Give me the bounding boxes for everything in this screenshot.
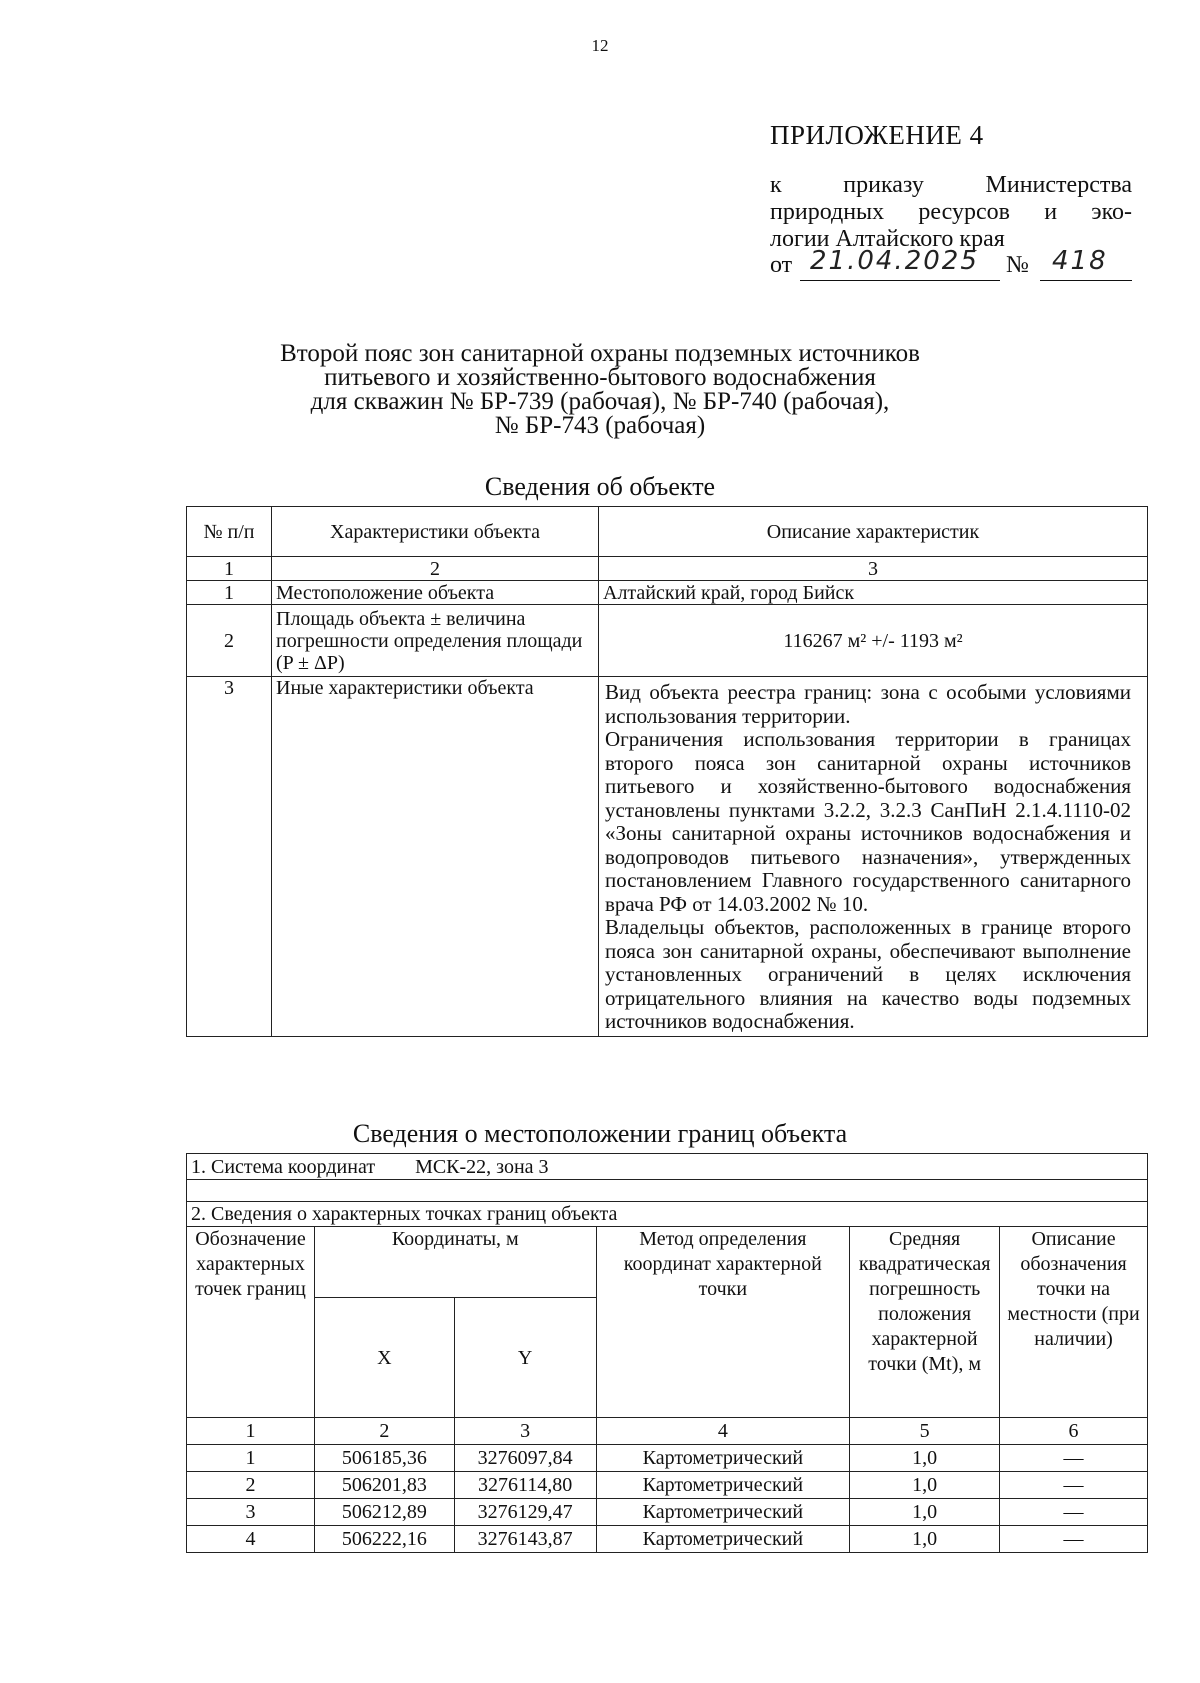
row-value: Алтайский край, город Бийск bbox=[599, 581, 1148, 605]
table-row bbox=[187, 677, 1148, 1037]
point-desc: — bbox=[1000, 1499, 1148, 1526]
header-designation: Обозначение характерных точек границ bbox=[187, 1227, 315, 1418]
table-row bbox=[187, 605, 1148, 677]
appendix-title: ПРИЛОЖЕНИЕ 4 bbox=[770, 120, 984, 150]
column-number: 3 bbox=[454, 1418, 596, 1445]
point-method: Картометрический bbox=[596, 1526, 850, 1553]
point-method: Картометрический bbox=[596, 1472, 850, 1499]
appendix-line: к приказу Министерства bbox=[770, 172, 1132, 198]
row-name: Площадь объекта ± величина погрешности определения площади (P ± ΔP) bbox=[272, 605, 599, 677]
point-method: Картометрический bbox=[596, 1445, 850, 1472]
appendix-line: природных ресурсов и эко- bbox=[770, 199, 1132, 225]
point-x: 506201,83 bbox=[314, 1472, 454, 1499]
row-name: Местоположение объекта bbox=[272, 581, 599, 605]
title-line: № БР-743 (рабочая) bbox=[494, 412, 706, 439]
point-mt: 1,0 bbox=[850, 1445, 1000, 1472]
location-info-caption: Сведения о местоположении границ объекта bbox=[352, 1119, 848, 1148]
header-coordinates: Координаты, м bbox=[314, 1227, 596, 1298]
row-name: Иные характеристики объекта bbox=[272, 677, 599, 1037]
header-x: X bbox=[314, 1298, 454, 1418]
row-value: 116267 м² +/- 1193 м² bbox=[599, 605, 1148, 677]
row-description bbox=[599, 677, 1148, 1037]
point-id: 3 bbox=[187, 1499, 315, 1526]
empty-row bbox=[187, 1180, 1148, 1202]
header-cell: Характеристики объекта bbox=[272, 507, 599, 557]
table-row bbox=[187, 1472, 1148, 1499]
title-line: для скважин № БР-739 (рабочая), № БР-740 (рабочая), bbox=[310, 388, 890, 415]
table-row bbox=[187, 581, 1148, 605]
table-row bbox=[187, 1445, 1148, 1472]
appendix-line: логии Алтайского края bbox=[770, 226, 1005, 252]
point-y: 3276129,47 bbox=[454, 1499, 596, 1526]
column-number: 6 bbox=[1000, 1418, 1148, 1445]
point-mt: 1,0 bbox=[850, 1499, 1000, 1526]
date-label: от bbox=[770, 252, 793, 278]
row-number: 2 bbox=[187, 605, 272, 677]
point-y: 3276097,84 bbox=[454, 1445, 596, 1472]
header-error: Средняя квадратическая погрешность положения характерной точки (Mt), м bbox=[850, 1227, 1000, 1418]
point-y: 3276114,80 bbox=[454, 1472, 596, 1499]
header-description: Описание обозначения точки на местности (при наличии) bbox=[1000, 1227, 1148, 1418]
description-paragraph: Ограничения использования территории в границах второго пояса зон санитарной охраны источников питьевого и хозяйственно-бытового водоснабжения установлены пунктами 3.2.2, 3.2.3 СанПиН 2.1.4.1110-02 «Зоны санитарной охраны источников водоснабжения и водопроводов питьевого назначения», утвержденных постановлением Главного государственного санитарного врача РФ от 14.03.2002 № 10. bbox=[605, 727, 1131, 916]
point-x: 506185,36 bbox=[314, 1445, 454, 1472]
coord-system-row bbox=[187, 1154, 1148, 1180]
title-line: питьевого и хозяйственно-бытового водоснабжения bbox=[324, 364, 876, 391]
document-title bbox=[0, 342, 1200, 438]
column-number: 5 bbox=[850, 1418, 1000, 1445]
row-number: 1 bbox=[187, 581, 272, 605]
point-id: 1 bbox=[187, 1445, 315, 1472]
column-number: 1 bbox=[187, 1418, 315, 1445]
column-number: 4 bbox=[596, 1418, 850, 1445]
header-method: Метод определения координат характерной точки bbox=[596, 1227, 850, 1418]
coordinates-table bbox=[186, 1153, 1148, 1553]
table-row bbox=[187, 1499, 1148, 1526]
object-info-caption: Сведения об объекте bbox=[484, 472, 716, 501]
point-id: 4 bbox=[187, 1526, 315, 1553]
point-x: 506222,16 bbox=[314, 1526, 454, 1553]
points-label: 2. Сведения о характерных точках границ объекта bbox=[187, 1202, 1148, 1227]
handwritten-date: 21.04.2025 bbox=[810, 246, 979, 276]
header-y: Y bbox=[454, 1298, 596, 1418]
coord-system-label: 1. Система координат bbox=[191, 1155, 376, 1178]
header-cell: № п/п bbox=[187, 507, 272, 557]
header-cell: Описание характеристик bbox=[599, 507, 1148, 557]
order-date-number bbox=[770, 246, 1132, 284]
point-mt: 1,0 bbox=[850, 1472, 1000, 1499]
coord-system-value: МСК-22, зона 3 bbox=[415, 1155, 549, 1178]
page-number: 12 bbox=[591, 36, 609, 55]
point-desc: — bbox=[1000, 1472, 1148, 1499]
column-number: 1 bbox=[187, 557, 272, 581]
description-paragraph: Владельцы объектов, расположенных в границе второго пояса зон санитарной охраны, обеспечивают выполнение установленных ограничений в целях исключения отрицательного влияния на качество воды подземных источников водоснабжения. bbox=[605, 915, 1131, 1033]
description-paragraph: Вид объекта реестра границ: зона с особыми условиями использования территории. bbox=[605, 680, 1131, 728]
point-x: 506212,89 bbox=[314, 1499, 454, 1526]
point-mt: 1,0 bbox=[850, 1526, 1000, 1553]
row-number: 3 bbox=[187, 677, 272, 1037]
number-label: № bbox=[1006, 252, 1029, 278]
column-number: 2 bbox=[314, 1418, 454, 1445]
point-method: Картометрический bbox=[596, 1499, 850, 1526]
column-number: 3 bbox=[599, 557, 1148, 581]
appendix-text bbox=[770, 172, 1132, 253]
title-line: Второй пояс зон санитарной охраны подземных источников bbox=[280, 340, 920, 367]
point-y: 3276143,87 bbox=[454, 1526, 596, 1553]
point-desc: — bbox=[1000, 1445, 1148, 1472]
column-number: 2 bbox=[272, 557, 599, 581]
point-id: 2 bbox=[187, 1472, 315, 1499]
table-row bbox=[187, 1526, 1148, 1553]
point-desc: — bbox=[1000, 1526, 1148, 1553]
object-info-table bbox=[186, 506, 1148, 1037]
handwritten-number: 418 bbox=[1052, 246, 1108, 276]
